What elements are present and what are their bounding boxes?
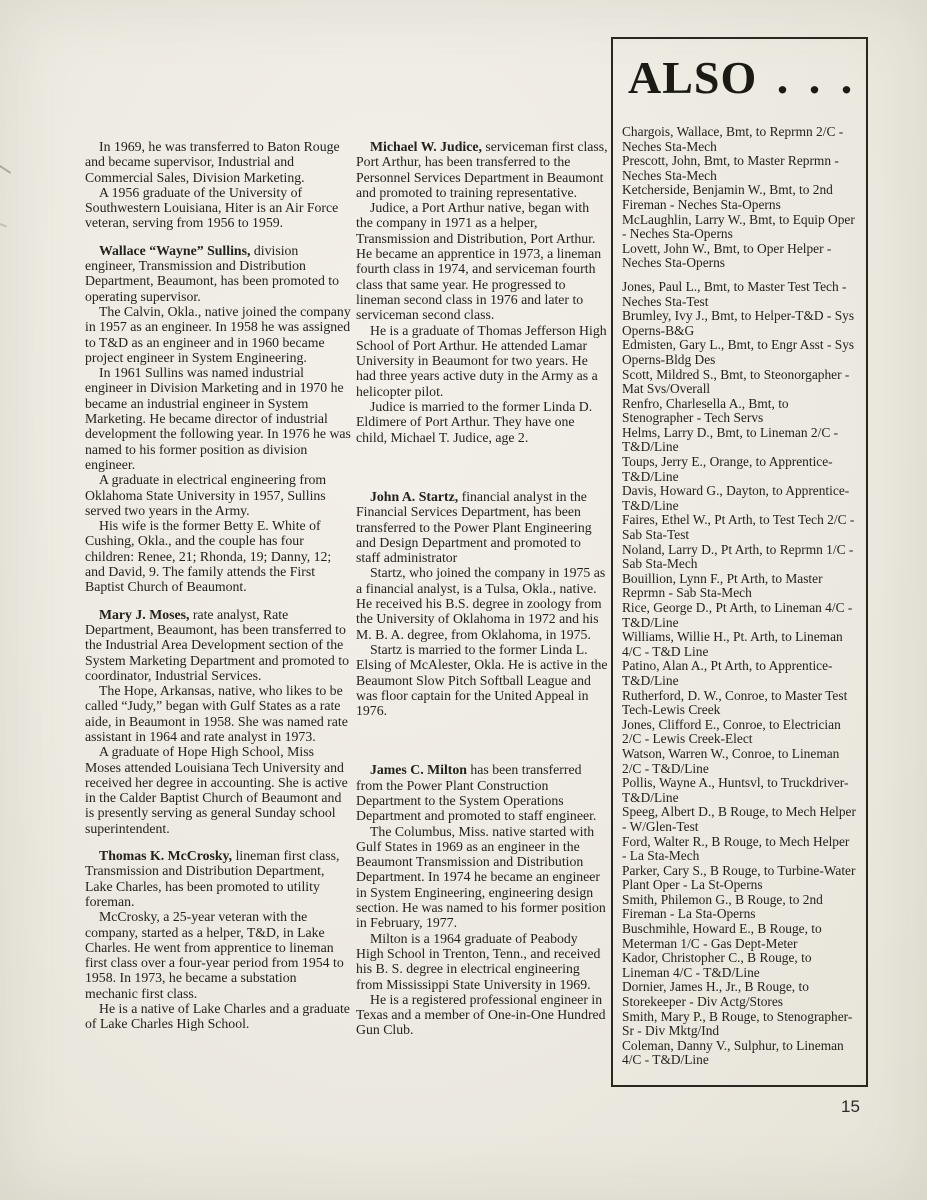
personnel-entry: Davis, Howard G., Dayton, to Apprentice-T&D/Line: [622, 483, 850, 513]
personnel-entry: Helms, Larry D., Bmt, to Lineman 2/C - T&D/Line: [622, 424, 839, 455]
page-number: 15: [841, 1097, 860, 1116]
article-section: [85, 243, 351, 595]
person-name: Thomas K. McCrosky,: [99, 848, 233, 864]
personnel-entry: Pollis, Wayne A., Huntsvl, to Truckdriver-T&D/Line: [622, 775, 849, 805]
personnel-entry: Rutherford, D. W., Conroe, to Master Test Tech-Lewis Creek: [622, 687, 848, 718]
person-name: Wallace “Wayne” Sullins,: [99, 242, 251, 258]
personnel-entry: Patino, Alan A., Pt Arth, to Apprentice-T&D/Line: [622, 658, 833, 688]
personnel-entry: Chargois, Wallace, Bmt, to Reprmn 2/C - Neches Sta-Mech: [622, 124, 844, 154]
personnel-entry: Smith, Mary P., B Rouge, to Stenographer-Sr - Div Mktg/Ind: [622, 1008, 853, 1039]
personnel-entry: Lovett, John W., Bmt, to Oper Helper - Neches Sta-Operns: [622, 240, 832, 271]
paragraph: The Calvin, Okla., native joined the company in 1957 as an engineer. In 1958 he was assigned to T&D as an engineer and in 1960 became project engineer in System Engineering.: [85, 303, 351, 365]
personnel-entry: Kador, Christopher C., B Rouge, to Lineman 4/C - T&D/Line: [622, 950, 812, 980]
personnel-entry: Faires, Ethel W., Pt Arth, to Test Tech 2/C - Sab Sta-Test: [622, 512, 855, 543]
personnel-entry: Parker, Cary S., B Rouge, to Turbine-Water Plant Oper - La St-Operns: [622, 862, 856, 893]
personnel-entry: Jones, Clifford E., Conroe, to Electrician 2/C - Lewis Creek-Elect: [622, 716, 841, 747]
personnel-entry: Williams, Willie H., Pt. Arth, to Lineman 4/C - T&D Line: [622, 629, 843, 659]
person-name: Michael W. Judice,: [370, 139, 482, 154]
personnel-entry: McLaughlin, Larry W., Bmt, to Equip Oper - Neches Sta-Operns: [622, 211, 855, 242]
personnel-entry: Dornier, James H., Jr., B Rouge, to Storekeeper - Div Actg/Stores: [622, 979, 809, 1010]
paragraph: John A. Startz, financial analyst in the Financial Services Department, has been transferred to the Power Plant Engineering and Design Department and promoted to staff administrator: [356, 488, 592, 566]
paragraph: He is a native of Lake Charles and a graduate of Lake Charles High School.: [85, 1001, 350, 1032]
article-section: [356, 139, 608, 445]
personnel-entry: Speeg, Albert D., B Rouge, to Mech Helper - W/Glen-Test: [622, 804, 856, 834]
person-name: John A. Startz,: [370, 488, 459, 504]
personnel-entry: Buschmihle, Howard E., B Rouge, to Meterman 1/C - Gas Dept-Meter: [622, 921, 822, 951]
person-name: James C. Milton: [370, 762, 467, 778]
paragraph: A 1956 graduate of the University of Southwestern Louisiana, Hiter is an Air Force veteran, serving from 1956 to 1959.: [85, 184, 339, 231]
personnel-entry: Noland, Larry D., Pt Arth, to Reprmn 1/C - Sab Sta-Mech: [622, 541, 854, 572]
paragraph: His wife is the former Betty E. White of Cushing, Okla., and the couple has four children: Renee, 21; Rhonda, 19; Danny, 12; and David, 9. The family attends the First Baptist Church of Beaumont.: [85, 518, 332, 595]
paragraph: He is a registered professional engineer in Texas and a member of One-in-One Hundred Gun Club.: [356, 991, 606, 1038]
paragraph: Wallace “Wayne” Sullins, division engineer, Transmission and Distribution Department, Beaumont, has been promoted to operating supervisor.: [85, 242, 340, 304]
left-text-column: [85, 139, 351, 1032]
paragraph: Startz, who joined the company in 1975 as a financial analyst, is a Tulsa, Okla., native. He received his B.S. degree in zoology from the University of Oklahoma in 1972 and his M. B. A. degree, from Oklahoma, in 1975.: [356, 565, 606, 642]
paragraph: Mary J. Moses, rate analyst, Rate Department, Beaumont, has been transferred to the Industrial Area Development section of the System Marketing Department and promoted to coordinator, Industrial Services.: [85, 606, 350, 683]
personnel-entry: Jones, Paul L., Bmt, to Master Test Tech - Neches Sta-Test: [622, 278, 847, 309]
personnel-entry: Watson, Warren W., Conroe, to Lineman 2/C - T&D/Line: [622, 745, 840, 776]
paragraph: The Hope, Arkansas, native, who likes to be called “Judy,” began with Gulf States as a rate aide, in Beaumont in 1958. She was named rate assistant in 1964 and rate analyst in 1973.: [85, 683, 348, 744]
paragraph: He is a graduate of Thomas Jefferson High School of Port Arthur. He attended Lamar University in Beaumont for two years. He had three years active duty in the Army as a helicopter pilot.: [356, 322, 607, 399]
article-section: [85, 848, 351, 1032]
article-section: [356, 489, 608, 718]
personnel-entry: Toups, Jerry E., Orange, to Apprentice-T&D/Line: [622, 454, 833, 484]
personnel-entry: Ford, Walter R., B Rouge, to Mech Helper - La Sta-Mech: [622, 833, 850, 864]
personnel-entry: Brumley, Ivy J., Bmt, to Helper-T&D - Sys Operns-B&G: [622, 308, 855, 338]
paragraph: In 1969, he was transferred to Baton Rouge and became supervisor, Industrial and Commercial Sales, Division Marketing.: [85, 139, 340, 185]
personnel-entry: Renfro, Charlesella A., Bmt, to Stenographer - Tech Servs: [622, 395, 789, 426]
personnel-entry: Coleman, Danny V., Sulphur, to Lineman 4/C - T&D/Line: [622, 1037, 844, 1068]
personnel-entry: Smith, Philemon G., B Rouge, to 2nd Fireman - La Sta-Operns: [622, 891, 823, 922]
middle-text-column: [356, 139, 608, 1038]
paragraph: In 1961 Sullins was named industrial engineer in Division Marketing and in 1970 he became an industrial engineer in System Marketing. He became director of industrial development the following year. In 1976 he was named to his former position as division engineer.: [85, 365, 351, 472]
paragraph: A graduate in electrical engineering from Oklahoma State University in 1957, Sullins served two years in the Army.: [85, 472, 327, 518]
paragraph: A graduate of Hope High School, Miss Moses attended Louisiana Tech University and received her degree in accounting. She is active in the Calder Baptist Church of Beaumont and is presently serving as general Sunday school superintendent.: [85, 744, 348, 836]
personnel-entries-group: [622, 125, 857, 271]
paragraph: The Columbus, Miss. native started with Gulf States in 1969 as an engineer in the Beaumont Transmission and Distribution Department. In 1974 he became an engineer in System Engineering, engineering design section. He was named to his former position in February, 1977.: [356, 823, 606, 931]
also-sidebar-box: [611, 37, 868, 1087]
article-section: [85, 139, 351, 231]
personnel-entry: Prescott, John, Bmt, to Master Reprmn - Neches Sta-Mech: [622, 153, 839, 183]
personnel-entry: Bouillion, Lynn F., Pt Arth, to Master Reprmn - Sab Sta-Mech: [622, 570, 823, 601]
article-section: [356, 762, 608, 1037]
paragraph: Thomas K. McCrosky, lineman first class, Transmission and Distribution Department, Lake Charles, has been promoted to utility foreman.: [85, 848, 340, 909]
person-name: Mary J. Moses,: [99, 606, 190, 622]
paragraph: Startz is married to the former Linda L. Elsing of McAlester, Okla. He is active in the Beaumont Slow Pitch Softball League and was floor captain for the United Appeal in 1976.: [356, 641, 608, 719]
personnel-entry: Scott, Mildred S., Bmt, to Steonorgapher - Mat Svs/Overall: [622, 366, 850, 397]
paragraph: Judice is married to the former Linda D. Eldimere of Port Arthur. They have one child, Michael T. Judice, age 2.: [356, 399, 593, 445]
personnel-entry: Ketcherside, Benjamin W., Bmt, to 2nd Fireman - Neches Sta-Operns: [622, 182, 833, 212]
also-entries-list: [622, 125, 857, 1068]
paragraph: Judice, a Port Arthur native, began with the company in 1971 as a helper, Transmission and Distribution, Port Arthur. He became an apprentice in 1973, a lineman fourth class in 1974, and serviceman fourth class that same year. He progressed to lineman second class in 1976 and later to serviceman second class.: [356, 200, 602, 323]
also-box-title: ALSO . . .: [628, 52, 854, 103]
personnel-entries-group: [622, 280, 857, 1068]
paragraph: McCrosky, a 25-year veteran with the company, started as a helper, T&D, in Lake Charles. He went from apprentice to lineman first class over a four-year period from 1954 to 1958. In 1973, he became a substation mechanic first class.: [85, 909, 344, 1001]
personnel-entry: Rice, George D., Pt Arth, to Lineman 4/C - T&D/Line: [622, 600, 853, 630]
scan-artifact-mark: [0, 164, 11, 174]
paragraph: Michael W. Judice, serviceman first class, Port Arthur, has been transferred to the Personnel Services Department in Beaumont and promoted to training representative.: [356, 139, 608, 200]
article-section: [85, 607, 351, 836]
scan-artifact-mark: [0, 223, 7, 228]
personnel-entry: Edmisten, Gary L., Bmt, to Engr Asst - Sys Operns-Bldg Des: [622, 337, 855, 367]
paragraph: James C. Milton has been transferred from the Power Plant Construction Department to the System Operations Department and promoted to staff engineer.: [356, 762, 597, 824]
paragraph: Milton is a 1964 graduate of Peabody High School in Trenton, Tenn., and received his B. S. degree in electrical engineering from Mississippi State University in 1969.: [356, 930, 601, 992]
